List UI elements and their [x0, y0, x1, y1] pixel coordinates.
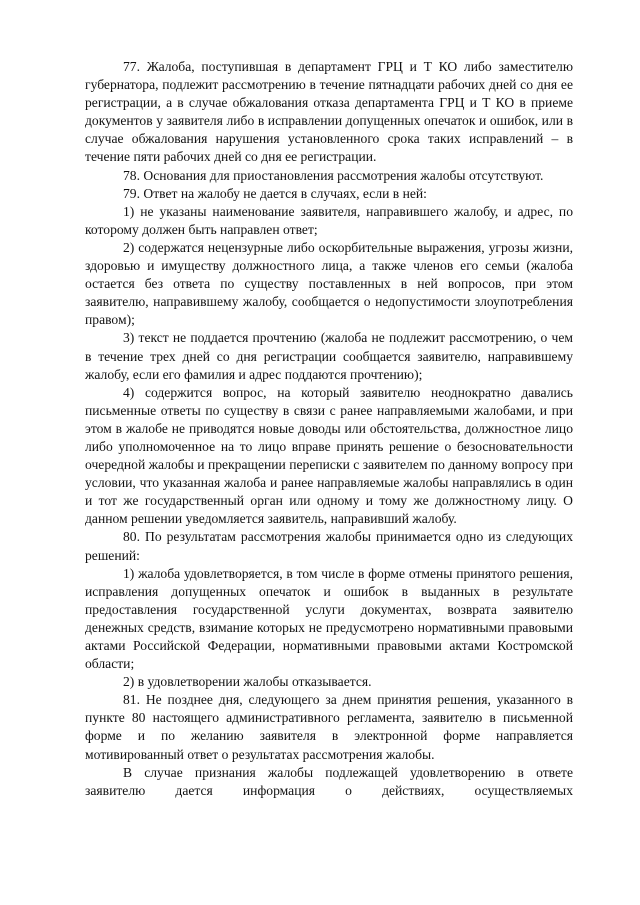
paragraph-79-item-2: 2) содержатся нецензурные либо оскорбительные выражения, угрозы жизни, здоровью и имуществу должностного лица, а также членов его семьи (жалоба остается без ответа по существу поставленных в ней вопросов, при этом заявителю, направившему жалобу, сообщается о недопустимости злоупотребления правом); [85, 239, 573, 328]
paragraph-80-item-2: 2) в удовлетворении жалобы отказывается. [123, 674, 372, 690]
paragraph-79-item-4: 4) содержится вопрос, на который заявителю неоднократно давались письменные ответы по существу в связи с ранее направляемыми жалобами, и при этом в жалобе не приводятся новые доводы или обстоятельства, должностное лицо либо уполномоченное на то лицо вправе принять решение о безосновательности очередной жалобы и прекращении переписки с заявителем по данному вопросу при условии, что указанная жалоба и ранее направляемые жалобы направлялись в один и тот же государственный орган или одному и тому же должностному лицу. О данном решении уведомляется заявитель, направивший жалобу. [85, 384, 573, 527]
paragraph-77: 77. Жалоба, поступившая в департамент ГРЦ и Т КО либо заместителю губернатора, подлежит рассмотрению в течение пятнадцати рабочих дней со дня ее регистрации, а в случае обжалования отказа департамента ГРЦ и Т КО в приеме документов у заявителя либо в исправлении допущенных опечаток и ошибок, или в случае обжалования нарушения установленного срока таких исправлений – в течение пяти рабочих дней со дня ее регистрации. [85, 59, 573, 165]
paragraph-79: 79. Ответ на жалобу не дается в случаях, если в ней: [123, 185, 427, 201]
paragraph-80: 80. По результатам рассмотрения жалобы принимается одно из следующих решений: [85, 529, 573, 563]
paragraph-81-continuation: В случае признания жалобы подлежащей удовлетворению в ответе заявителю дается информация о действиях, осуществляемых [85, 764, 573, 798]
paragraph-78: 78. Основания для приостановления рассмотрения жалобы отсутствуют. [123, 167, 544, 183]
paragraph-79-item-1: 1) не указаны наименование заявителя, направившего жалобу, и адрес, по которому должен быть направлен ответ; [85, 203, 573, 237]
paragraph-79-item-3: 3) текст не поддается прочтению (жалоба не подлежит рассмотрению, о чем в течение трех дней со дня регистрации сообщается заявителю, направившему жалобу, если его фамилия и адрес поддаются прочтению); [85, 330, 573, 382]
paragraph-81: 81. Не позднее дня, следующего за днем принятия решения, указанного в пункте 80 настоящего административного регламента, заявителю в письменной форме и по желанию заявителя в электронной форме направляется мотивированный ответ о результатах рассмотрения жалобы. [85, 692, 573, 762]
document-page [85, 58, 573, 800]
paragraph-80-item-1: 1) жалоба удовлетворяется, в том числе в форме отмены принятого решения, исправления допущенных опечаток и ошибок в выданных в результате предоставления государственной услуги документах, возврата заявителю денежных средств, взимание которых не предусмотрено нормативными правовыми актами Российской Федерации, нормативными правовыми актами Костромской области; [85, 565, 573, 672]
